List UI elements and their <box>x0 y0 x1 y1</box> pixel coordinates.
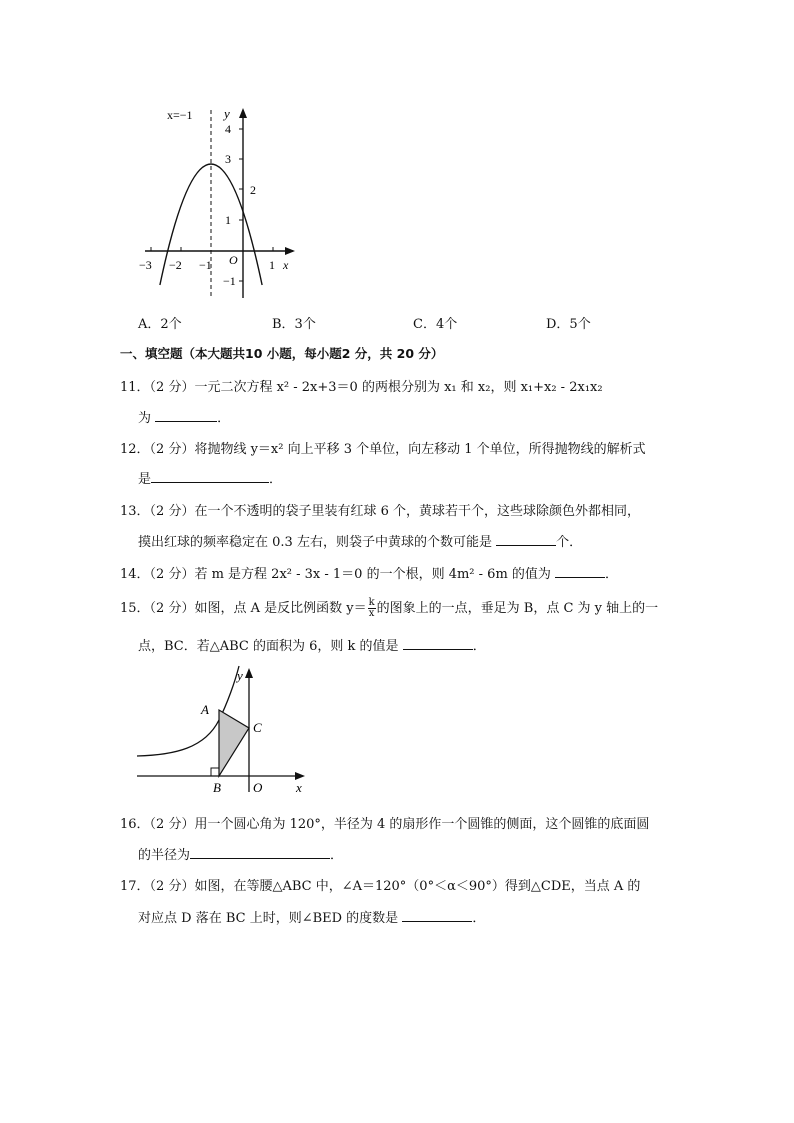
fraction-k-over-x: $\frac{k}{x}$ <box>368 597 375 619</box>
x-tick-neg1: −1 <box>199 258 212 272</box>
y-tick-4: 4 <box>225 122 231 136</box>
q13-answer-blank[interactable] <box>496 533 556 546</box>
point-c-label: C <box>253 720 262 735</box>
point-a-label: A <box>201 702 209 717</box>
right-angle-mark <box>211 768 219 776</box>
option-d: D．5个 <box>546 317 591 332</box>
q15-line1: 15．（2 分）如图，点 A 是反比例函数 y＝ $\frac{k}{x}$ 的图象上的一点，垂足为 B，点 C 为 y 轴上的一 <box>120 597 659 619</box>
y-axis-label: y <box>224 106 230 121</box>
q11-answer-blank[interactable] <box>155 409 217 422</box>
q13-line2: 摸出红球的频率稳定在 0.3 左右，则袋子中黄球的个数可能是 个． <box>138 535 583 550</box>
section-title: 一、填空题（本大题共10 小题，每小题2 分，共 20 分） <box>120 346 444 361</box>
y-axis-arrow <box>245 668 253 678</box>
x-axis-arrow <box>295 772 305 780</box>
x-tick-1: 1 <box>269 258 275 272</box>
q11-line2: 为 ． <box>138 411 231 426</box>
point-b-label: B <box>213 780 221 795</box>
origin-label: O <box>253 780 263 795</box>
q16-line1: 16．（2 分）用一个圆心角为 120°，半径为 4 的扇形作一个圆锥的侧面，这个圆锥的底面圆 <box>120 817 650 832</box>
hyperbola-figure <box>135 660 315 800</box>
y-tick-1: 1 <box>225 213 231 227</box>
q17-line1: 17．（2 分）如图，在等腰△ABC 中，∠A＝120°（0°＜α＜90°）得到△CDE，当点 A 的 <box>120 879 641 894</box>
q17-line2: 对应点 D 落在 BC 上时，则∠BED 的度数是 ． <box>138 911 486 926</box>
x-axis-label: x <box>283 258 289 272</box>
q16-line2: 的半径为 ． <box>138 848 344 863</box>
y-tick-neg1: −1 <box>223 274 236 288</box>
x-tick-neg2: −2 <box>169 258 182 272</box>
symmetry-label: x=−1 <box>167 108 193 122</box>
y-tick-3: 3 <box>225 152 231 166</box>
parabola-figure <box>135 100 315 300</box>
x-tick-neg3: −3 <box>139 258 152 272</box>
q14-answer-blank[interactable] <box>555 565 605 578</box>
q12-answer-blank[interactable] <box>151 470 269 483</box>
q17-answer-blank[interactable] <box>402 909 472 922</box>
q11-line1: 11．（2 分）一元二次方程 x² - 2x+3＝0 的两根分别为 x₁ 和 x₂，则 x₁+x₂ - 2x₁x₂ <box>120 380 603 395</box>
option-c: C．4个 <box>413 317 458 332</box>
origin-label: O <box>229 253 238 267</box>
option-a: A．2个 <box>138 317 182 332</box>
triangle-abc <box>219 710 249 776</box>
y-tick-2: 2 <box>250 183 256 197</box>
q14-line: 14．（2 分）若 m 是方程 2x² - 3x - 1＝0 的一个根，则 4m² - 6m 的值为 ． <box>120 567 619 582</box>
q12-line2: 是 ． <box>138 472 283 487</box>
q12-line1: 12．（2 分）将抛物线 y＝x² 向上平移 3 个单位，向左移动 1 个单位，所得抛物线的解析式 <box>120 442 646 457</box>
option-b: B．3个 <box>272 317 316 332</box>
x-axis-arrow <box>285 247 295 255</box>
q13-line1: 13．（2 分）在一个不透明的袋子里装有红球 6 个，黄球若干个，这些球除颜色外都相同， <box>120 504 640 519</box>
q15-answer-blank[interactable] <box>403 637 473 650</box>
y-axis-arrow <box>239 108 247 118</box>
y-axis-label: y <box>237 668 243 683</box>
q16-answer-blank[interactable] <box>190 846 330 859</box>
x-axis-label: x <box>296 780 302 795</box>
q15-line2: 点，BC．若△ABC 的面积为 6，则 k 的值是 ． <box>138 639 486 654</box>
